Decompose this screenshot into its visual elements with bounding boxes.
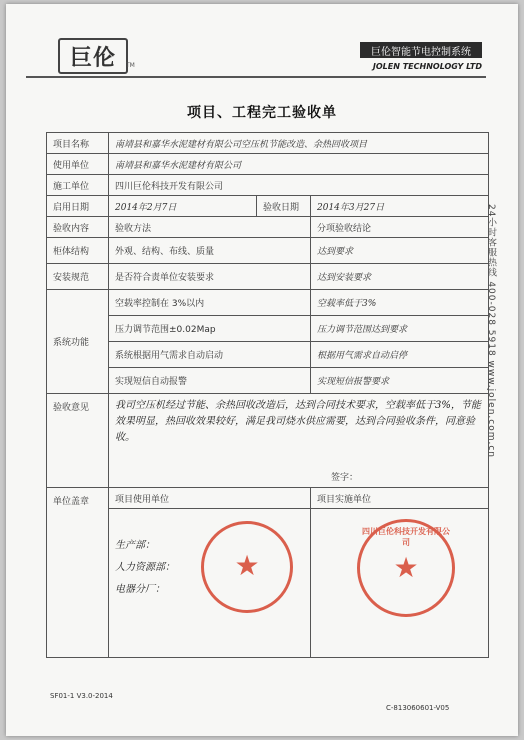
brand-name-en: JOLEN TECHNOLOGY LTD: [372, 62, 482, 71]
company-seal-b: [357, 519, 455, 617]
table-row: [47, 488, 489, 509]
header-rule: [26, 76, 486, 78]
accept-date-label: 验收日期: [257, 196, 311, 217]
seal-star-icon: ★: [393, 551, 419, 584]
table-row: [47, 316, 489, 342]
func-result: 压力调节范围达到要求: [311, 316, 489, 342]
sign-label: 签字：: [331, 473, 359, 483]
func-method: 系统根据用气需求自动启动: [109, 342, 311, 368]
seal-label: 单位盖章: [47, 488, 109, 658]
row-result: 达到安装要求: [311, 264, 489, 290]
brand-name-cn: 巨伦智能节电控制系统: [360, 42, 482, 58]
signature-list: [115, 535, 175, 601]
func-result: 空载率低于3%: [311, 290, 489, 316]
opinion-cell: [109, 394, 489, 488]
start-date-value: 2014年2月7日: [109, 196, 257, 217]
row-result: 达到要求: [311, 238, 489, 264]
opinion-text: 我司空压机经过节能、余热回收改造后，达到合同技术要求，空载率低于3%，节能效果明显，热回收效果较好，满足我司烧水供应需要，达到合同验收条件，同意验收。: [115, 400, 481, 443]
seal-star-icon: ★: [234, 549, 260, 582]
func-result: 根据用气需求自动启停: [311, 342, 489, 368]
form-code: SF01-1 V3.0-2014: [50, 692, 113, 700]
table-row: [47, 196, 489, 217]
party-a-sign-area: [109, 509, 311, 658]
content-label: 验收内容: [47, 217, 109, 238]
table-row: [47, 264, 489, 290]
table-row: [47, 175, 489, 196]
project-name-value: 南靖县和嘉华水泥建材有限公司空压机节能改造、余热回收项目: [109, 133, 489, 154]
row-label: 柜体结构: [47, 238, 109, 264]
table-row: [47, 217, 489, 238]
doc-code: C-813060601-V05: [386, 704, 450, 712]
page-title: 项目、工程完工验收单: [187, 105, 337, 121]
signature-line: 生产部：: [115, 540, 155, 551]
user-unit-value: 南靖县和嘉华水泥建材有限公司: [109, 154, 489, 175]
logo-trademark: TM: [126, 62, 135, 69]
row-method: 外观、结构、布线、质量: [109, 238, 311, 264]
func-method: 压力调节范围±0.02Map: [109, 316, 311, 342]
side-contact-text: 24小时客服热线 400-028 5918 www.jolen.com.cn: [486, 204, 496, 459]
func-method: 空载率控制在 3%以内: [109, 290, 311, 316]
user-unit-label: 使用单位: [47, 154, 109, 175]
acceptance-form-table: [46, 132, 489, 658]
signature-line: 电器分厂：: [115, 584, 165, 595]
table-row: [47, 290, 489, 316]
project-name-label: 项目名称: [47, 133, 109, 154]
func-result: 实现短信报警要求: [311, 368, 489, 394]
table-row: [47, 154, 489, 175]
method-label: 验收方法: [109, 217, 311, 238]
document-page: [6, 4, 518, 736]
conclusion-label: 分项验收结论: [311, 217, 489, 238]
company-seal-a: [201, 521, 293, 613]
build-unit-value: 四川巨伦科技开发有限公司: [109, 175, 489, 196]
seal-text: 四川巨伦科技开发有限公司: [362, 527, 450, 547]
start-date-label: 启用日期: [47, 196, 109, 217]
table-row: [47, 368, 489, 394]
company-logo: [58, 38, 128, 74]
table-row: [47, 133, 489, 154]
opinion-label: 验收意见: [47, 394, 109, 488]
party-a-label: 项目使用单位: [109, 488, 311, 509]
logo-text: 巨伦: [69, 45, 116, 71]
function-label: 系统功能: [47, 290, 109, 394]
table-row: [47, 509, 489, 658]
func-method: 实现短信自动报警: [109, 368, 311, 394]
table-row: [47, 238, 489, 264]
accept-date-value: 2014年3月27日: [311, 196, 489, 217]
table-row: [47, 394, 489, 488]
build-unit-label: 施工单位: [47, 175, 109, 196]
row-method: 是否符合责单位安装要求: [109, 264, 311, 290]
party-b-label: 项目实施单位: [311, 488, 489, 509]
party-b-sign-area: [311, 509, 489, 658]
signature-line: 人力资源部：: [115, 562, 175, 573]
table-row: [47, 342, 489, 368]
row-label: 安装规范: [47, 264, 109, 290]
